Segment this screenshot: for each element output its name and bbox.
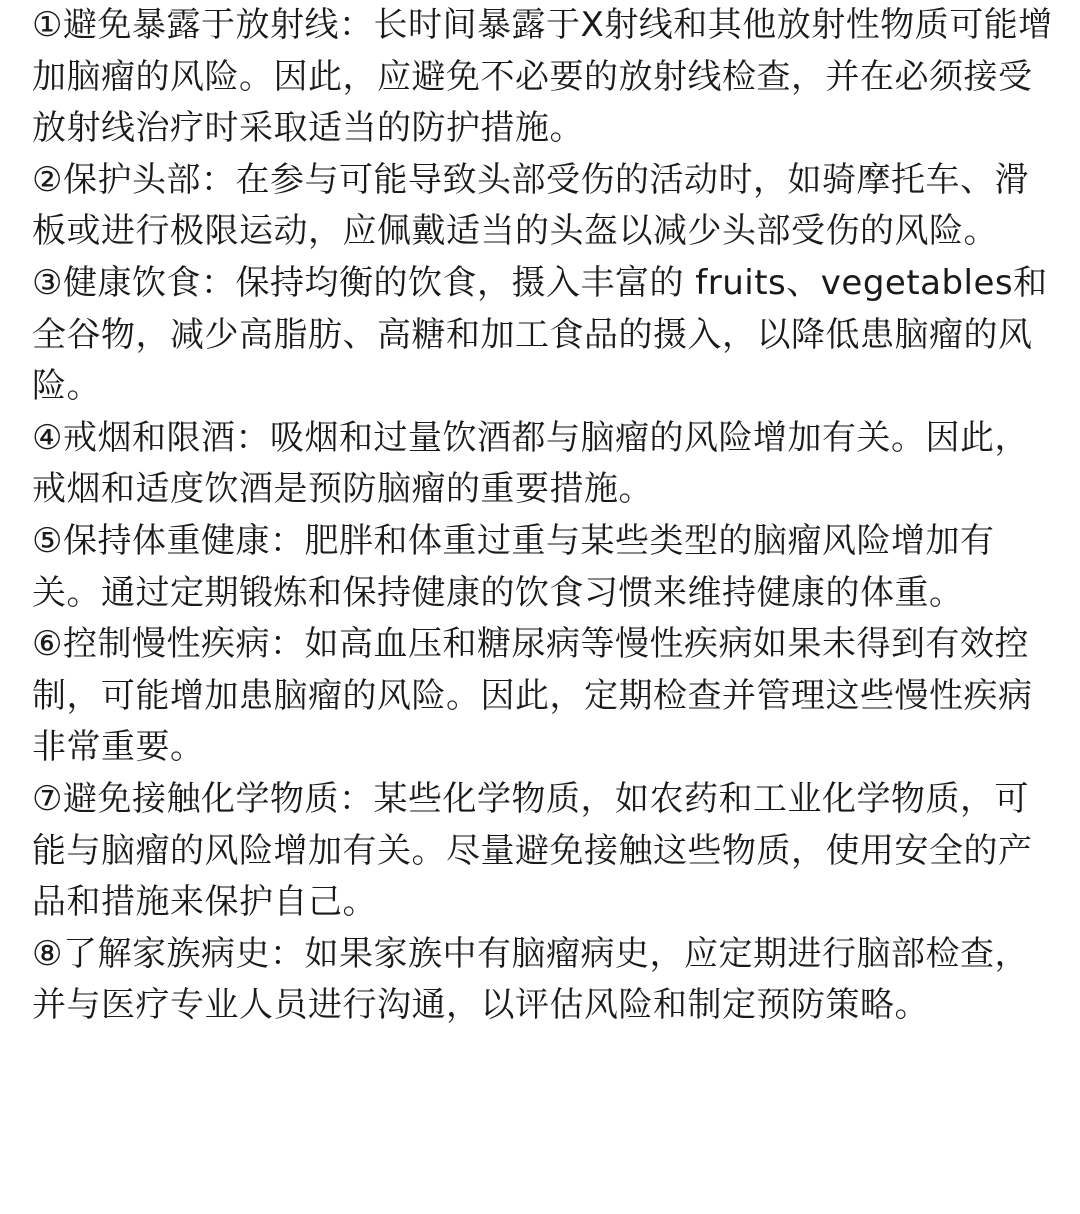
tip-control-chronic-disease: ⑥控制慢性疾病：如高血压和糖尿病等慢性疾病如果未得到有效控制，可能增加患脑瘤的风险。因此，定期检查并管理这些慢性疾病非常重要。 [32, 624, 1033, 768]
tip-protect-head: ②保护头部：在参与可能导致头部受伤的活动时，如骑摩托车、滑板或进行极限运动，应佩戴适当的头盔以减少头部受伤的风险。 [32, 159, 1029, 252]
tip-quit-smoking-limit-alcohol: ④戒烟和限酒：吸烟和过量饮酒都与脑瘤的风险增加有关。因此，戒烟和适度饮酒是预防脑瘤的重要措施。 [32, 417, 1029, 510]
tip-avoid-chemicals: ⑦避免接触化学物质：某些化学物质，如农药和工业化学物质，可能与脑瘤的风险增加有关。尽量避免接触这些物质，使用安全的产品和措施来保护自己。 [32, 778, 1033, 923]
tip-avoid-radiation: ①避免暴露于放射线：长时间暴露于X射线和其他放射性物质可能增加脑瘤的风险。因此，应避免不必要的放射线检查，并在必须接受放射线治疗时采取适当的防护措施。 [32, 5, 1053, 149]
tip-healthy-weight: ⑤保持体重健康：肥胖和体重过重与某些类型的脑瘤风险增加有关。通过定期锻炼和保持健康的饮食习惯来维持健康的体重。 [32, 520, 995, 613]
tip-healthy-diet: ③健康饮食：保持均衡的饮食，摄入丰富的 fruits、vegetables和全谷物，减少高脂肪、高糖和加工食品的摄入，以降低患脑瘤的风险。 [32, 262, 1048, 407]
tip-family-history: ⑧了解家族病史：如果家族中有脑瘤病史，应定期进行脑部检查，并与医疗专业人员进行沟通，以评估风险和制定预防策略。 [32, 933, 1029, 1026]
